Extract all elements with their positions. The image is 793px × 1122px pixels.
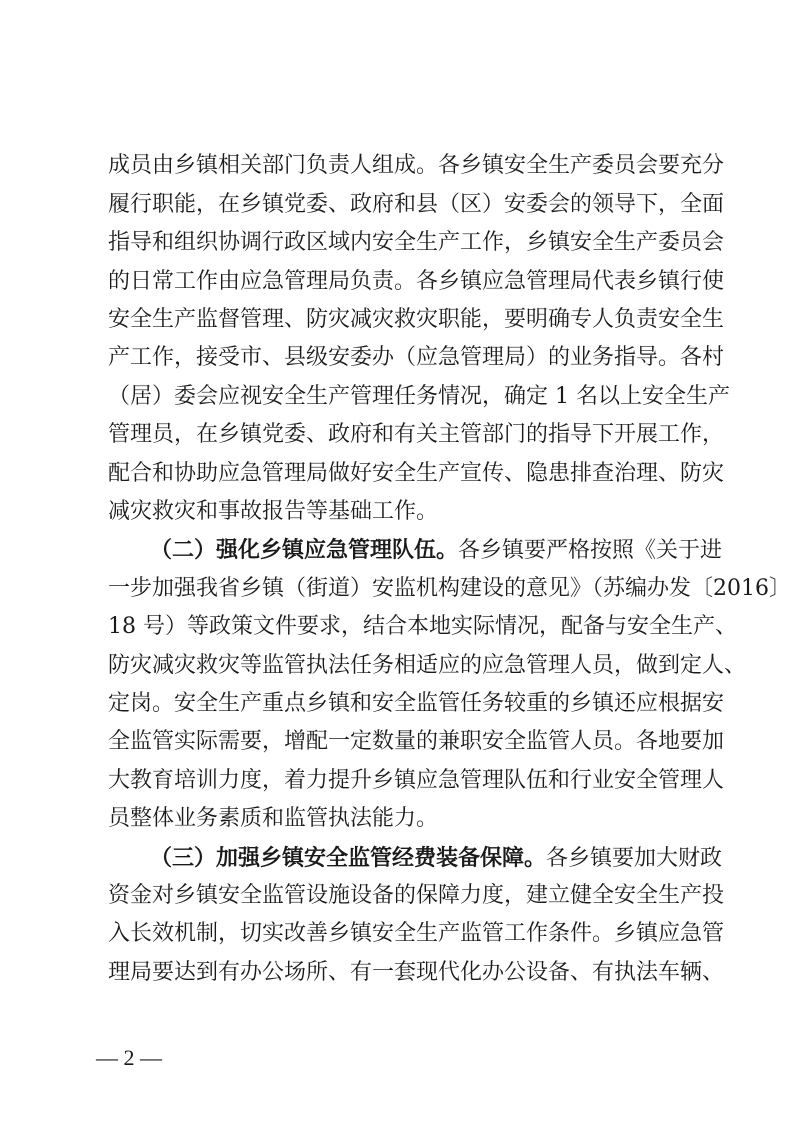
- paragraph-2-line-3: 18 号）等政策文件要求，结合本地实际情况，配备与安全生产、: [108, 614, 737, 639]
- paragraph-2-line-1: [150, 535, 723, 566]
- paragraph-2-line-1-text: 各乡镇要严格按照《关于进: [458, 538, 723, 563]
- paragraph-2-line-2: 一步加强我省乡镇（街道）安监机构建设的意见》（苏编办发〔2016〕: [108, 576, 791, 601]
- paragraph-2-line-6: 全监管实际需要，增配一定数量的兼职安全监管人员。各地要加: [108, 729, 725, 754]
- paragraph-3-line-3: 入长效机制，切实改善乡镇安全生产监管工作条件。乡镇应急管: [108, 921, 725, 946]
- paragraph-2-line-5: 定岗。安全生产重点乡镇和安全监管任务较重的乡镇还应根据安: [108, 691, 725, 716]
- page-number: — 2 —: [96, 1045, 162, 1070]
- paragraph-2-line-8: 员整体业务素质和监管执法能力。: [108, 806, 439, 831]
- paragraph-1-line-5: 安全生产监督管理、防灾减灾救灾职能，要明确专人负责安全生: [108, 307, 725, 332]
- section-heading-3: （三）加强乡镇安全监管经费装备保障。: [150, 845, 547, 871]
- section-heading-2: （二）强化乡镇应急管理队伍。: [150, 537, 459, 563]
- paragraph-1-line-7: （居）委会应视安全生产管理任务情况，确定 1 名以上安全生产: [108, 384, 730, 409]
- paragraph-1-line-10: 减灾救灾和事故报告等基础工作。: [108, 499, 439, 524]
- paragraph-1-line-4: 的日常工作由应急管理局负责。各乡镇应急管理局代表乡镇行使: [108, 269, 725, 294]
- paragraph-3-line-1: [150, 843, 723, 874]
- paragraph-3-line-1-text: 各乡镇要加大财政: [546, 846, 723, 871]
- paragraph-2-line-7: 大教育培训力度，着力提升乡镇应急管理队伍和行业安全管理人: [108, 768, 725, 793]
- paragraph-1-line-6: 产工作，接受市、县级安委办（应急管理局）的业务指导。各村: [108, 345, 725, 370]
- paragraph-1-line-8: 管理员，在乡镇党委、政府和有关主管部门的指导下开展工作，: [108, 422, 725, 447]
- paragraph-1-line-1: 成员由乡镇相关部门负责人组成。各乡镇安全生产委员会要充分: [108, 153, 725, 178]
- paragraph-2-line-4: 防灾减灾救灾等监管执法任务相适应的应急管理人员，做到定人、: [108, 653, 747, 678]
- paragraph-1-line-3: 指导和组织协调行政区域内安全生产工作，乡镇安全生产委员会: [108, 230, 725, 255]
- paragraph-3-line-2: 资金对乡镇安全监管设施设备的保障力度，建立健全安全生产投: [108, 883, 725, 908]
- paragraph-3-line-4: 理局要达到有办公场所、有一套现代化办公设备、有执法车辆、: [108, 960, 725, 985]
- paragraph-1-line-2: 履行职能，在乡镇党委、政府和县（区）安委会的领导下，全面: [108, 192, 725, 217]
- paragraph-1-line-9: 配合和协助应急管理局做好安全生产宣传、隐患排查治理、防灾: [108, 461, 725, 486]
